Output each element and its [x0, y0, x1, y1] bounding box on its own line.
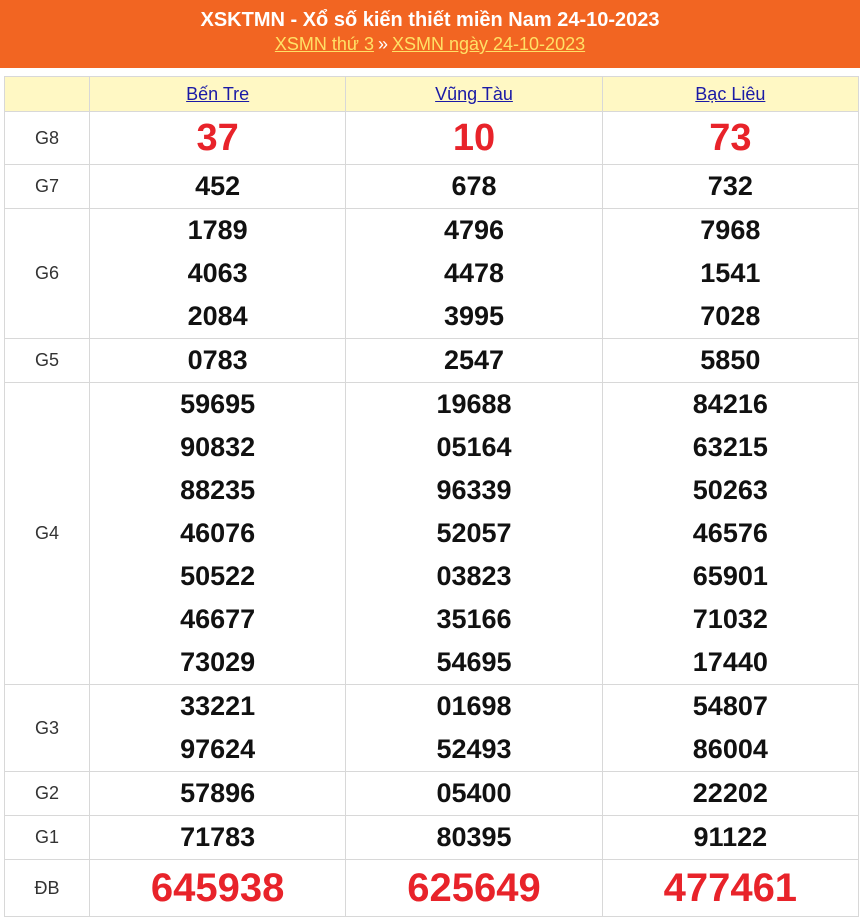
prize-number: 63215 [692, 432, 768, 462]
prize-number: 73029 [180, 647, 256, 677]
prize-cell [346, 816, 602, 860]
prize-number: 3995 [443, 301, 505, 331]
prize-number: 50263 [692, 475, 768, 505]
prize-number: 4478 [443, 258, 505, 288]
prize-row-g7 [5, 165, 859, 209]
prize-number: 452 [195, 171, 241, 201]
prize-cell [602, 339, 858, 383]
prize-row-g8 [5, 112, 859, 165]
prize-number: 17440 [692, 647, 768, 677]
prize-number: 71783 [180, 822, 256, 852]
prize-cell [90, 685, 346, 772]
prize-number: 52057 [436, 518, 512, 548]
province-header-row [5, 77, 859, 112]
prize-row-db [5, 860, 859, 917]
prize-number: 54807 [692, 691, 768, 721]
prize-cell [346, 685, 602, 772]
prize-row-g5 [5, 339, 859, 383]
prize-cell [346, 112, 602, 165]
prize-cell [90, 165, 346, 209]
prize-number: 05400 [436, 778, 512, 808]
prize-cell [90, 112, 346, 165]
prize-row-g4 [5, 383, 859, 685]
prize-number: 35166 [436, 604, 512, 634]
prize-number: 88235 [180, 475, 256, 505]
province-header [602, 77, 858, 112]
prize-label: G3 [5, 685, 90, 772]
prize-number: 59695 [180, 389, 256, 419]
prize-row-g2 [5, 772, 859, 816]
prize-number: 10 [452, 117, 496, 159]
prize-number: 97624 [180, 734, 256, 764]
prize-cell [346, 209, 602, 339]
prize-label: G6 [5, 209, 90, 339]
prize-number: 01698 [436, 691, 512, 721]
header-corner-cell [5, 77, 90, 112]
prize-number: 2084 [187, 301, 248, 331]
prize-number: 46076 [180, 518, 256, 548]
prize-number: 2547 [443, 345, 505, 375]
prize-cell [90, 383, 346, 685]
prize-number: 84216 [692, 389, 768, 419]
prize-row-g6 [5, 209, 859, 339]
prize-number: 96339 [436, 475, 512, 505]
prize-number: 1789 [187, 215, 248, 245]
province-header [346, 77, 602, 112]
prize-number: 0783 [187, 345, 248, 375]
prize-number: 33221 [180, 691, 256, 721]
province-link-vung-tau[interactable]: Vũng Tàu [435, 83, 513, 104]
prize-number: 50522 [180, 561, 256, 591]
page-header [0, 0, 860, 68]
prize-number: 37 [196, 117, 239, 159]
province-link-bac-lieu[interactable]: Bạc Liêu [695, 83, 766, 104]
prize-number: 52493 [436, 734, 512, 764]
weekday-link[interactable]: XSMN thứ 3 [274, 34, 374, 54]
prize-number: 80395 [436, 822, 512, 852]
prize-cell [90, 772, 346, 816]
prize-cell [90, 816, 346, 860]
province-link-ben-tre[interactable]: Bến Tre [186, 83, 250, 104]
prize-number: 65901 [692, 561, 768, 591]
prize-number: 71032 [692, 604, 768, 634]
prize-cell [346, 860, 602, 917]
prize-number: 5850 [700, 345, 761, 375]
prize-label: G1 [5, 816, 90, 860]
prize-cell [602, 860, 858, 917]
prize-body [5, 112, 859, 917]
prize-cell [346, 165, 602, 209]
prize-label: ĐB [5, 860, 90, 917]
prize-number: 645938 [150, 866, 285, 910]
prize-number: 7028 [700, 301, 761, 331]
prize-number: 03823 [436, 561, 512, 591]
prize-number: 625649 [407, 866, 541, 910]
prize-number: 4063 [187, 258, 248, 288]
prize-row-g3 [5, 685, 859, 772]
prize-number: 7968 [700, 215, 761, 245]
results-table [4, 76, 859, 917]
prize-number: 4796 [443, 215, 505, 245]
prize-cell [602, 165, 858, 209]
prize-cell [90, 860, 346, 917]
prize-number: 90832 [180, 432, 256, 462]
prize-cell [346, 383, 602, 685]
prize-number: 19688 [436, 389, 512, 419]
prize-cell [90, 209, 346, 339]
breadcrumb [0, 32, 860, 56]
prize-label: G4 [5, 383, 90, 685]
prize-row-g1 [5, 816, 859, 860]
prize-number: 73 [709, 117, 752, 159]
prize-cell [346, 772, 602, 816]
prize-number: 477461 [663, 866, 798, 910]
prize-cell [602, 816, 858, 860]
prize-cell [602, 685, 858, 772]
prize-number: 678 [451, 171, 497, 201]
prize-cell [90, 339, 346, 383]
prize-number: 732 [707, 171, 753, 201]
breadcrumb-separator: » [377, 34, 388, 54]
prize-number: 46576 [692, 518, 768, 548]
prize-cell [602, 772, 858, 816]
prize-label: G5 [5, 339, 90, 383]
prize-cell [602, 112, 858, 165]
province-header [90, 77, 346, 112]
prize-number: 22202 [692, 778, 768, 808]
prize-number: 05164 [436, 432, 512, 462]
prize-number: 91122 [693, 822, 768, 852]
prize-cell [346, 339, 602, 383]
prize-label: G8 [5, 112, 90, 165]
date-link[interactable]: XSMN ngày 24-10-2023 [391, 34, 586, 54]
prize-number: 57896 [180, 778, 256, 808]
prize-label: G2 [5, 772, 90, 816]
prize-cell [602, 209, 858, 339]
prize-number: 46677 [180, 604, 256, 634]
prize-number: 54695 [436, 647, 512, 677]
prize-number: 86004 [692, 734, 768, 764]
prize-cell [602, 383, 858, 685]
prize-number: 1541 [700, 258, 761, 288]
prize-label: G7 [5, 165, 90, 209]
page-title: XSKTMN - Xổ số kiến thiết miền Nam 24-10-2023 [200, 9, 660, 31]
